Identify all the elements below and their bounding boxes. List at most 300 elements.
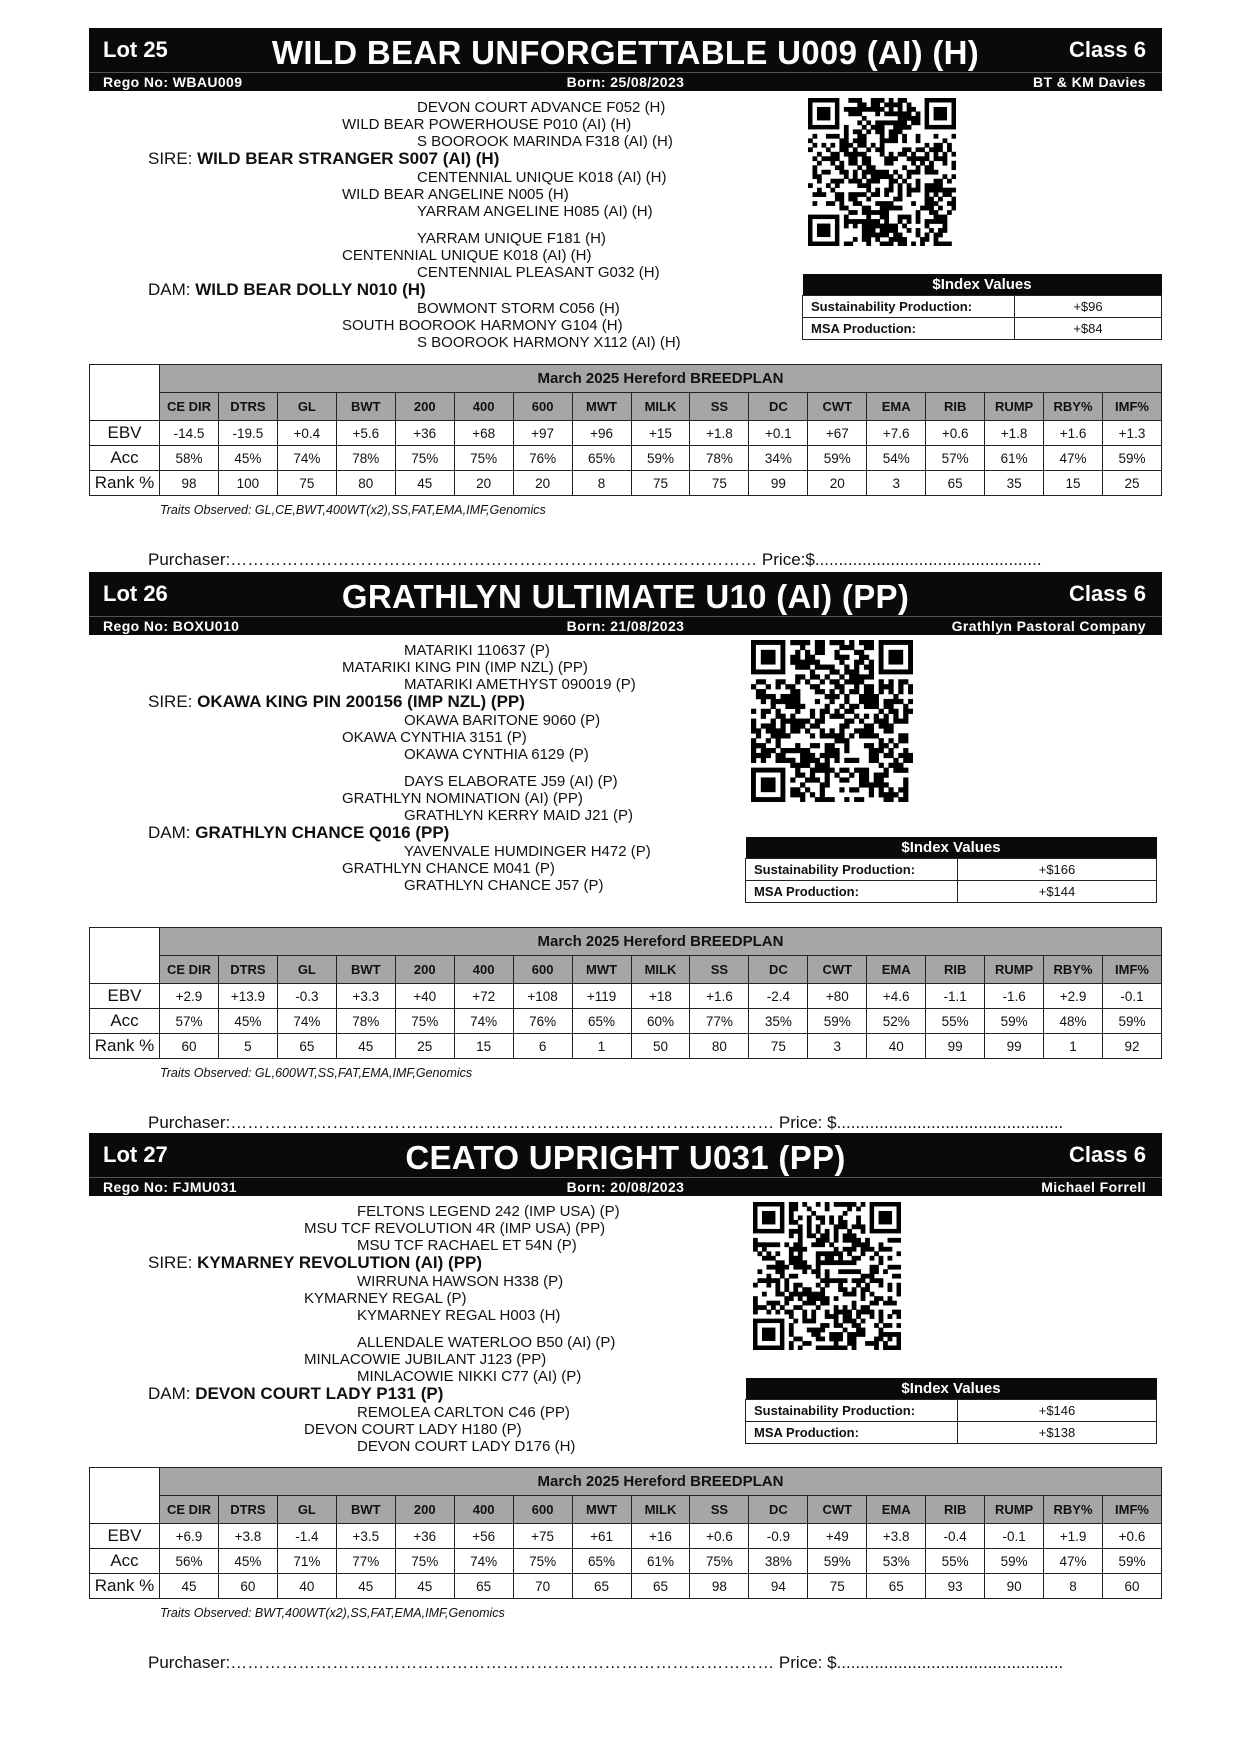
table-cell: 74% xyxy=(277,446,336,471)
trait-header: DTRS xyxy=(218,956,277,984)
table-cell: 38% xyxy=(749,1549,808,1574)
sire-name: OKAWA KING PIN 200156 (IMP NZL) (PP) xyxy=(197,692,525,711)
trait-header: RUMP xyxy=(985,393,1044,421)
table-cell: 80 xyxy=(690,1034,749,1059)
table-cell: 75% xyxy=(395,446,454,471)
pedigree-dam-sire: MINLACOWIE JUBILANT J123 (PP) xyxy=(304,1351,547,1368)
lot-27-section xyxy=(0,1133,1241,1693)
table-cell: 75 xyxy=(277,471,336,496)
trait-header: CE DIR xyxy=(160,956,219,984)
row-label: Rank % xyxy=(90,471,160,496)
table-cell: 60 xyxy=(1103,1574,1162,1599)
table-cell: +7.6 xyxy=(867,421,926,446)
table-cell: +13.9 xyxy=(218,984,277,1009)
table-cell: 35% xyxy=(749,1009,808,1034)
trait-header: CWT xyxy=(808,956,867,984)
sire-label: SIRE: xyxy=(148,149,198,168)
table-cell: 78% xyxy=(336,1009,395,1034)
pedigree-dam-dam-dam: DEVON COURT LADY D176 (H) xyxy=(357,1438,576,1455)
row-label: Rank % xyxy=(90,1574,160,1599)
table-cell: +75 xyxy=(513,1524,572,1549)
table-cell: -0.9 xyxy=(749,1524,808,1549)
table-cell: 59% xyxy=(631,446,690,471)
table-cell: 100 xyxy=(218,471,277,496)
trait-header: RBY% xyxy=(1044,1496,1103,1524)
pedigree-dam-sire-dam: CENTENNIAL PLEASANT G032 (H) xyxy=(417,264,660,281)
table-cell: +1.9 xyxy=(1044,1524,1103,1549)
table-cell: 74% xyxy=(277,1009,336,1034)
traits-observed: Traits Observed: GL,CE,BWT,400WT(x2),SS,FAT,EMA,IMF,Genomics xyxy=(160,503,546,517)
pedigree-dam-sire-sire: DAYS ELABORATE J59 (AI) (P) xyxy=(404,773,618,790)
table-cell: -1.6 xyxy=(985,984,1044,1009)
lot-25-section xyxy=(0,28,1241,588)
ebv-row xyxy=(90,421,1162,446)
acc-row xyxy=(90,446,1162,471)
table-cell: 65 xyxy=(926,471,985,496)
table-cell: +6.9 xyxy=(160,1524,219,1549)
pedigree-sire-dam: KYMARNEY REGAL (P) xyxy=(304,1290,467,1307)
table-cell: 61% xyxy=(631,1549,690,1574)
pedigree-dam-dam: DEVON COURT LADY H180 (P) xyxy=(304,1421,522,1438)
trait-header: SS xyxy=(690,956,749,984)
table-corner xyxy=(90,365,160,421)
table-cell: 3 xyxy=(808,1034,867,1059)
trait-header: 400 xyxy=(454,956,513,984)
sire-label: SIRE: xyxy=(148,1253,198,1272)
lot-class: Class 6 xyxy=(1068,1142,1146,1167)
table-cell: 59% xyxy=(1103,446,1162,471)
qr-code-icon[interactable] xyxy=(753,1202,901,1350)
table-cell: 70 xyxy=(513,1574,572,1599)
qr-code-icon[interactable] xyxy=(751,640,913,802)
table-cell: 45 xyxy=(395,1574,454,1599)
trait-header: MWT xyxy=(572,393,631,421)
table-cell: 76% xyxy=(513,1009,572,1034)
index-title: $Index Values xyxy=(803,274,1162,296)
table-cell: 59% xyxy=(985,1009,1044,1034)
pedigree-dam-dam-sire: REMOLEA CARLTON C46 (PP) xyxy=(357,1404,570,1421)
table-cell: 45 xyxy=(160,1574,219,1599)
traits-observed: Traits Observed: BWT,400WT(x2),SS,FAT,EMA,IMF,Genomics xyxy=(160,1606,505,1620)
pedigree-dam-dam-sire: BOWMONT STORM C056 (H) xyxy=(417,300,620,317)
table-cell: 75 xyxy=(690,471,749,496)
birth-date: Born: 21/08/2023 xyxy=(566,618,685,634)
table-cell: +0.6 xyxy=(926,421,985,446)
table-cell: 80 xyxy=(336,471,395,496)
table-cell: +3.3 xyxy=(336,984,395,1009)
table-cell: +68 xyxy=(454,421,513,446)
table-cell: 75% xyxy=(395,1549,454,1574)
breedplan-table xyxy=(89,364,1162,496)
table-cell: 35 xyxy=(985,471,1044,496)
msa-label: MSA Production: xyxy=(803,318,1015,340)
msa-value: +$84 xyxy=(1015,318,1162,340)
pedigree-sire-dam-sire: CENTENNIAL UNIQUE K018 (AI) (H) xyxy=(417,169,667,186)
sustainability-value: +$96 xyxy=(1015,296,1162,318)
pedigree-sire-sire-sire: DEVON COURT ADVANCE F052 (H) xyxy=(417,99,666,116)
table-cell: 65 xyxy=(572,1574,631,1599)
pedigree-sire-dam-dam: YARRAM ANGELINE H085 (AI) (H) xyxy=(417,203,653,220)
dam-name: GRATHLYN CHANCE Q016 (PP) xyxy=(195,823,450,842)
table-cell: 98 xyxy=(160,471,219,496)
row-label: EBV xyxy=(90,1524,160,1549)
trait-header: 400 xyxy=(454,393,513,421)
trait-header: BWT xyxy=(336,393,395,421)
sire-name: WILD BEAR STRANGER S007 (AI) (H) xyxy=(197,149,500,168)
table-cell: 8 xyxy=(1044,1574,1103,1599)
table-cell: 60 xyxy=(218,1574,277,1599)
trait-header: MILK xyxy=(631,956,690,984)
sustainability-label: Sustainability Production: xyxy=(746,859,958,881)
table-cell: 59% xyxy=(1103,1549,1162,1574)
trait-header: RUMP xyxy=(985,956,1044,984)
table-cell: -19.5 xyxy=(218,421,277,446)
pedigree-sire xyxy=(148,692,525,711)
table-cell: 90 xyxy=(985,1574,1044,1599)
table-cell: 47% xyxy=(1044,1549,1103,1574)
table-cell: 65 xyxy=(867,1574,926,1599)
table-cell: 71% xyxy=(277,1549,336,1574)
table-cell: 57% xyxy=(926,446,985,471)
sustainability-label: Sustainability Production: xyxy=(803,296,1015,318)
lot-class: Class 6 xyxy=(1068,581,1146,606)
pedigree-dam-sire-sire: YARRAM UNIQUE F181 (H) xyxy=(417,230,606,247)
table-cell: 78% xyxy=(690,446,749,471)
pedigree-sire-sire: MSU TCF REVOLUTION 4R (IMP USA) (PP) xyxy=(304,1220,606,1237)
qr-code-icon[interactable] xyxy=(808,98,956,246)
table-cell: 56% xyxy=(160,1549,219,1574)
trait-header: MILK xyxy=(631,1496,690,1524)
pedigree-dam-dam-sire: YAVENVALE HUMDINGER H472 (P) xyxy=(404,843,651,860)
row-label: Rank % xyxy=(90,1034,160,1059)
table-cell: 92 xyxy=(1103,1034,1162,1059)
table-cell: 45 xyxy=(395,471,454,496)
trait-header: 600 xyxy=(513,1496,572,1524)
trait-header: DTRS xyxy=(218,1496,277,1524)
pedigree-sire-sire-sire: MATARIKI 110637 (P) xyxy=(404,642,550,659)
table-cell: 45% xyxy=(218,446,277,471)
row-label: EBV xyxy=(90,984,160,1009)
dam-name: DEVON COURT LADY P131 (P) xyxy=(195,1384,444,1403)
row-label: Acc xyxy=(90,1009,160,1034)
table-cell: 40 xyxy=(277,1574,336,1599)
pedigree-dam-dam: GRATHLYN CHANCE M041 (P) xyxy=(342,860,555,877)
table-cell: 76% xyxy=(513,446,572,471)
table-corner xyxy=(90,1468,160,1524)
msa-value: +$138 xyxy=(958,1422,1157,1444)
table-cell: 59% xyxy=(808,446,867,471)
table-cell: 55% xyxy=(926,1549,985,1574)
breedplan-table xyxy=(89,927,1162,1059)
pedigree-sire-sire-dam: MSU TCF RACHAEL ET 54N (P) xyxy=(357,1237,577,1254)
sustainability-value: +$166 xyxy=(958,859,1157,881)
sire-label: SIRE: xyxy=(148,692,198,711)
dam-name: WILD BEAR DOLLY N010 (H) xyxy=(195,280,426,299)
table-cell: 65% xyxy=(572,446,631,471)
table-cell: 1 xyxy=(1044,1034,1103,1059)
pedigree-dam-sire: GRATHLYN NOMINATION (AI) (PP) xyxy=(342,790,583,807)
table-cell: 65% xyxy=(572,1549,631,1574)
pedigree-dam-dam-dam: GRATHLYN CHANCE J57 (P) xyxy=(404,877,604,894)
trait-header: RIB xyxy=(926,956,985,984)
table-cell: 45% xyxy=(218,1549,277,1574)
table-cell: 99 xyxy=(749,471,808,496)
lot-26-section xyxy=(0,572,1241,1132)
table-cell: 15 xyxy=(1044,471,1103,496)
trait-header: DC xyxy=(749,393,808,421)
table-cell: 60 xyxy=(160,1034,219,1059)
pedigree-sire-sire-sire: FELTONS LEGEND 242 (IMP USA) (P) xyxy=(357,1203,620,1220)
trait-header: MWT xyxy=(572,956,631,984)
table-cell: +67 xyxy=(808,421,867,446)
rank-row xyxy=(90,1034,1162,1059)
table-cell: +56 xyxy=(454,1524,513,1549)
table-cell: +0.6 xyxy=(690,1524,749,1549)
trait-header: GL xyxy=(277,393,336,421)
trait-header: 200 xyxy=(395,956,454,984)
table-cell: -2.4 xyxy=(749,984,808,1009)
msa-value: +$144 xyxy=(958,881,1157,903)
sustainability-value: +$146 xyxy=(958,1400,1157,1422)
acc-row xyxy=(90,1009,1162,1034)
table-cell: +2.9 xyxy=(1044,984,1103,1009)
table-cell: 59% xyxy=(808,1009,867,1034)
table-cell: 78% xyxy=(336,446,395,471)
lot-class: Class 6 xyxy=(1068,37,1146,62)
table-cell: 59% xyxy=(985,1549,1044,1574)
trait-header: DC xyxy=(749,1496,808,1524)
pedigree-dam-sire-sire: ALLENDALE WATERLOO B50 (AI) (P) xyxy=(357,1334,616,1351)
purchaser-line[interactable]: Purchaser:…………………………………………………………………………………… Price: $................................................ xyxy=(148,1113,1064,1132)
purchaser-line[interactable]: Purchaser:…………………………………………………………………………………… Price: $................................................ xyxy=(148,1653,1064,1672)
animal-name: GRATHLYN ULTIMATE U10 (AI) (PP) xyxy=(341,578,910,615)
pedigree-dam-sire-dam: MINLACOWIE NIKKI C77 (AI) (P) xyxy=(357,1368,582,1385)
table-cell: 58% xyxy=(160,446,219,471)
table-cell: 25 xyxy=(1103,471,1162,496)
breedplan-title: March 2025 Hereford BREEDPLAN xyxy=(160,1468,1162,1496)
lot-subline xyxy=(89,72,1162,92)
ebv-row xyxy=(90,1524,1162,1549)
trait-header: EMA xyxy=(867,956,926,984)
trait-header: IMF% xyxy=(1103,1496,1162,1524)
trait-header: DTRS xyxy=(218,393,277,421)
lot-subline xyxy=(89,616,1162,636)
table-cell: +16 xyxy=(631,1524,690,1549)
trait-header: IMF% xyxy=(1103,393,1162,421)
table-cell: 20 xyxy=(454,471,513,496)
breedplan-table xyxy=(89,1467,1162,1599)
trait-header: CWT xyxy=(808,393,867,421)
table-cell: 77% xyxy=(690,1009,749,1034)
trait-header: 200 xyxy=(395,1496,454,1524)
trait-header: CE DIR xyxy=(160,1496,219,1524)
table-cell: 65 xyxy=(454,1574,513,1599)
trait-header: RBY% xyxy=(1044,956,1103,984)
rego-number: Rego No: BOXU010 xyxy=(103,618,240,634)
table-cell: +5.6 xyxy=(336,421,395,446)
trait-header: RUMP xyxy=(985,1496,1044,1524)
table-cell: 59% xyxy=(808,1549,867,1574)
table-cell: 54% xyxy=(867,446,926,471)
trait-header: 600 xyxy=(513,393,572,421)
table-cell: 34% xyxy=(749,446,808,471)
table-cell: +3.8 xyxy=(867,1524,926,1549)
table-cell: +1.8 xyxy=(690,421,749,446)
lot-banner xyxy=(89,28,1162,91)
trait-header: RIB xyxy=(926,1496,985,1524)
trait-header: RIB xyxy=(926,393,985,421)
animal-name: CEATO UPRIGHT U031 (PP) xyxy=(405,1139,846,1176)
dam-label: DAM: xyxy=(148,1384,196,1403)
trait-header: EMA xyxy=(867,1496,926,1524)
table-cell: 53% xyxy=(867,1549,926,1574)
trait-header: RBY% xyxy=(1044,393,1103,421)
pedigree-dam-sire: CENTENNIAL UNIQUE K018 (AI) (H) xyxy=(342,247,592,264)
sire-name: KYMARNEY REVOLUTION (AI) (PP) xyxy=(197,1253,483,1272)
trait-header: 600 xyxy=(513,956,572,984)
trait-header: GL xyxy=(277,956,336,984)
table-cell: +36 xyxy=(395,1524,454,1549)
purchaser-line[interactable]: Purchaser:………………………………………………………………………………… Price:$................................................ xyxy=(148,550,1042,569)
table-cell: +4.6 xyxy=(867,984,926,1009)
table-cell: 98 xyxy=(690,1574,749,1599)
pedigree-sire-sire-dam: S BOOROOK MARINDA F318 (AI) (H) xyxy=(417,133,673,150)
trait-header: 400 xyxy=(454,1496,513,1524)
trait-header: CWT xyxy=(808,1496,867,1524)
table-cell: 75% xyxy=(395,1009,454,1034)
table-cell: 74% xyxy=(454,1549,513,1574)
table-cell: 47% xyxy=(1044,446,1103,471)
table-cell: 75% xyxy=(513,1549,572,1574)
lot-number: Lot 27 xyxy=(103,1142,168,1167)
trait-header: BWT xyxy=(336,956,395,984)
table-cell: -0.1 xyxy=(1103,984,1162,1009)
lot-number: Lot 26 xyxy=(103,581,168,606)
table-cell: 65 xyxy=(277,1034,336,1059)
table-cell: +0.6 xyxy=(1103,1524,1162,1549)
table-cell: 57% xyxy=(160,1009,219,1034)
trait-header: SS xyxy=(690,1496,749,1524)
table-cell: 1 xyxy=(572,1034,631,1059)
table-cell: 74% xyxy=(454,1009,513,1034)
table-cell: +0.1 xyxy=(749,421,808,446)
index-values-table xyxy=(745,1378,1157,1444)
table-cell: 8 xyxy=(572,471,631,496)
table-cell: -1.1 xyxy=(926,984,985,1009)
pedigree-dam xyxy=(148,1384,443,1403)
index-values-table xyxy=(745,837,1157,903)
trait-header: 200 xyxy=(395,393,454,421)
rank-row xyxy=(90,471,1162,496)
breedplan-title: March 2025 Hereford BREEDPLAN xyxy=(160,928,1162,956)
traits-observed: Traits Observed: GL,600WT,SS,FAT,EMA,IMF,Genomics xyxy=(160,1066,473,1080)
sustainability-label: Sustainability Production: xyxy=(746,1400,958,1422)
table-cell: 77% xyxy=(336,1549,395,1574)
table-cell: +3.5 xyxy=(336,1524,395,1549)
table-cell: 25 xyxy=(395,1034,454,1059)
table-cell: +61 xyxy=(572,1524,631,1549)
table-cell: +36 xyxy=(395,421,454,446)
table-cell: 55% xyxy=(926,1009,985,1034)
pedigree-sire-sire-dam: MATARIKI AMETHYST 090019 (P) xyxy=(404,676,636,693)
trait-header: MWT xyxy=(572,1496,631,1524)
table-cell: 3 xyxy=(867,471,926,496)
pedigree-sire-dam: WILD BEAR ANGELINE N005 (H) xyxy=(342,186,569,203)
table-cell: 15 xyxy=(454,1034,513,1059)
table-cell: +40 xyxy=(395,984,454,1009)
trait-header: EMA xyxy=(867,393,926,421)
rego-number: Rego No: WBAU009 xyxy=(103,74,243,90)
table-cell: 65 xyxy=(631,1574,690,1599)
trait-header: BWT xyxy=(336,1496,395,1524)
pedigree-sire-dam-dam: OKAWA CYNTHIA 6129 (P) xyxy=(404,746,589,763)
trait-header: IMF% xyxy=(1103,956,1162,984)
table-cell: +1.6 xyxy=(690,984,749,1009)
pedigree-dam-dam-dam: S BOOROOK HARMONY X112 (AI) (H) xyxy=(417,334,681,351)
table-cell: -0.3 xyxy=(277,984,336,1009)
table-cell: 75 xyxy=(749,1034,808,1059)
lot-banner xyxy=(89,572,1162,635)
trait-header: DC xyxy=(749,956,808,984)
table-corner xyxy=(90,928,160,984)
table-cell: +80 xyxy=(808,984,867,1009)
table-cell: 45 xyxy=(336,1034,395,1059)
pedigree-sire-dam-sire: OKAWA BARITONE 9060 (P) xyxy=(404,712,601,729)
table-cell: +49 xyxy=(808,1524,867,1549)
table-cell: +18 xyxy=(631,984,690,1009)
pedigree-sire-sire: MATARIKI KING PIN (IMP NZL) (PP) xyxy=(342,659,588,676)
table-cell: +72 xyxy=(454,984,513,1009)
table-cell: +2.9 xyxy=(160,984,219,1009)
dam-label: DAM: xyxy=(148,823,196,842)
table-cell: -1.4 xyxy=(277,1524,336,1549)
table-cell: 40 xyxy=(867,1034,926,1059)
table-cell: 52% xyxy=(867,1009,926,1034)
trait-header: GL xyxy=(277,1496,336,1524)
ebv-row xyxy=(90,984,1162,1009)
msa-label: MSA Production: xyxy=(746,1422,958,1444)
breeder-name: Michael Forrell xyxy=(1041,1179,1146,1195)
pedigree-sire-sire: WILD BEAR POWERHOUSE P010 (AI) (H) xyxy=(342,116,632,133)
index-values-table xyxy=(802,274,1162,340)
table-cell: +1.8 xyxy=(985,421,1044,446)
row-label: Acc xyxy=(90,446,160,471)
lot-banner xyxy=(89,1133,1162,1196)
table-cell: 48% xyxy=(1044,1009,1103,1034)
table-cell: +97 xyxy=(513,421,572,446)
breeder-name: BT & KM Davies xyxy=(1033,74,1146,90)
table-cell: 50 xyxy=(631,1034,690,1059)
table-cell: 94 xyxy=(749,1574,808,1599)
table-cell: 59% xyxy=(1103,1009,1162,1034)
birth-date: Born: 25/08/2023 xyxy=(566,74,685,90)
pedigree-sire-dam: OKAWA CYNTHIA 3151 (P) xyxy=(342,729,527,746)
table-cell: +0.4 xyxy=(277,421,336,446)
pedigree-dam-sire-dam: GRATHLYN KERRY MAID J21 (P) xyxy=(404,807,633,824)
trait-header: CE DIR xyxy=(160,393,219,421)
pedigree-sire xyxy=(148,1253,482,1272)
dam-label: DAM: xyxy=(148,280,196,299)
rank-row xyxy=(90,1574,1162,1599)
table-cell: +1.6 xyxy=(1044,421,1103,446)
table-cell: 93 xyxy=(926,1574,985,1599)
pedigree-dam-dam: SOUTH BOOROOK HARMONY G104 (H) xyxy=(342,317,623,334)
table-cell: -14.5 xyxy=(160,421,219,446)
pedigree-sire-dam-dam: KYMARNEY REGAL H003 (H) xyxy=(357,1307,561,1324)
index-title: $Index Values xyxy=(746,837,1157,859)
pedigree-sire xyxy=(148,149,499,168)
table-cell: 75 xyxy=(808,1574,867,1599)
